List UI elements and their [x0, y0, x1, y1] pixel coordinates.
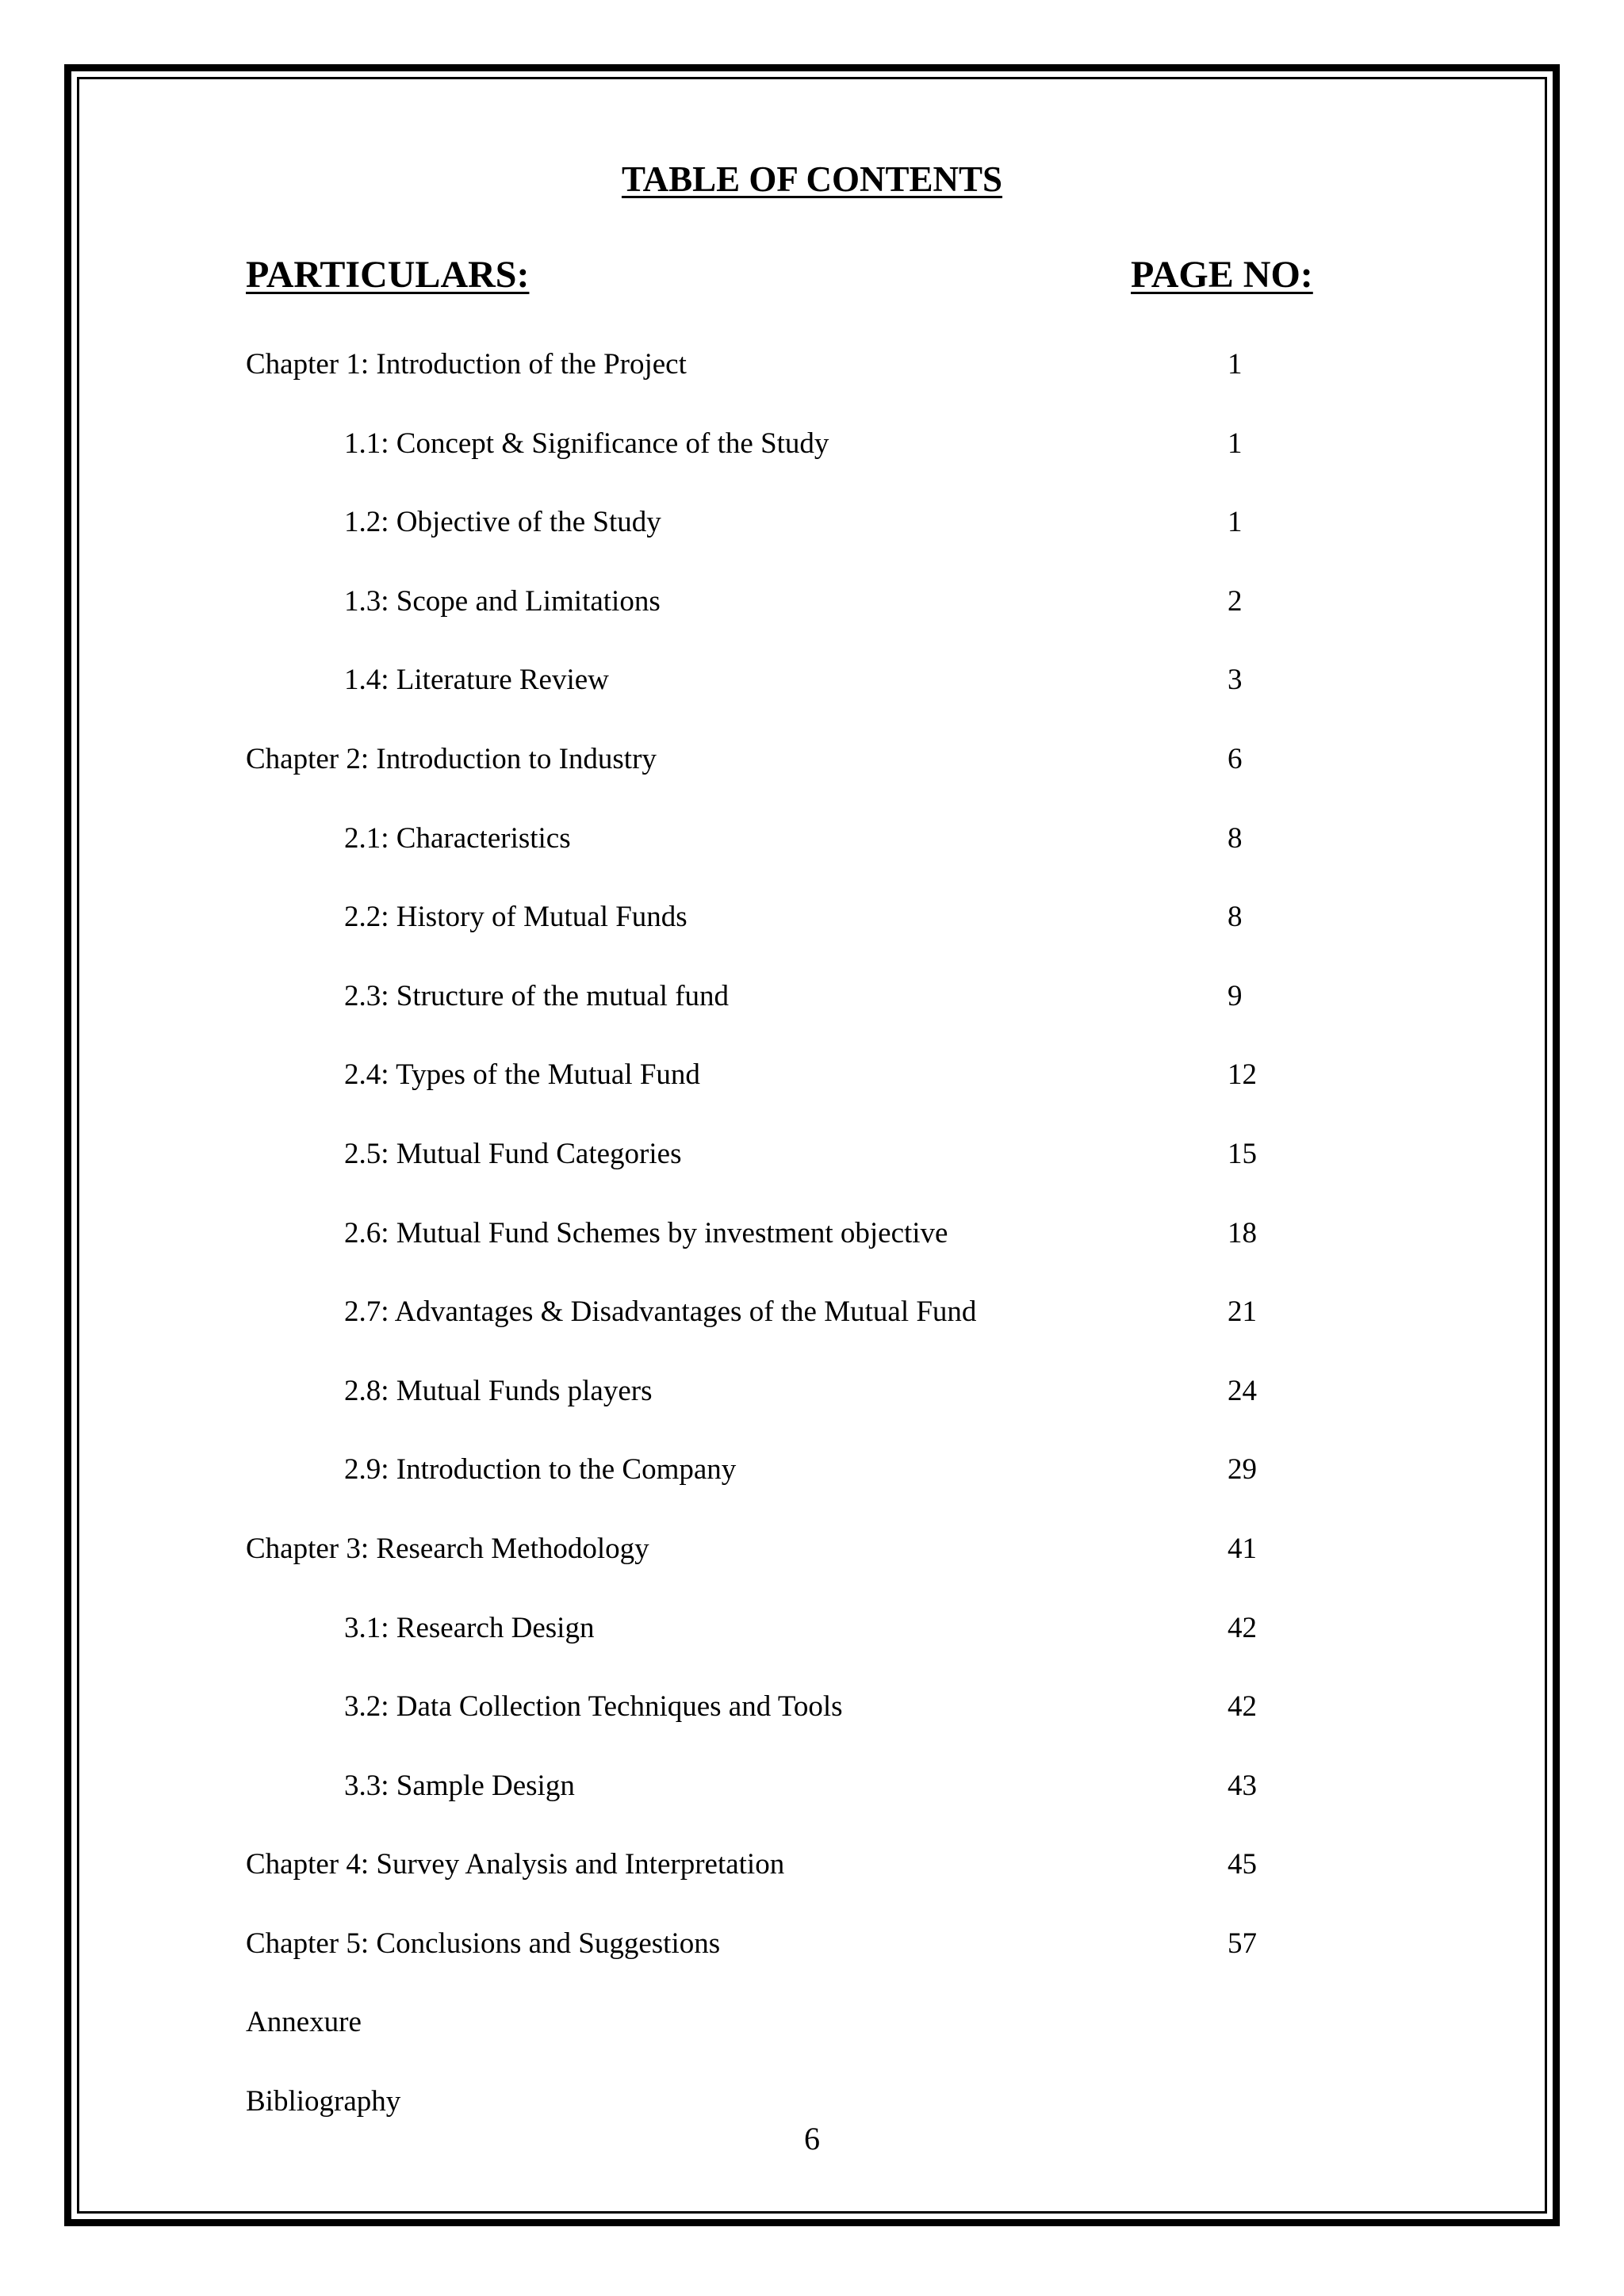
- toc-entry: [0, 1999, 1624, 2078]
- toc-entry-label: 2.6: Mutual Fund Schemes by investment objective: [344, 1216, 948, 1249]
- toc-entry: [0, 1683, 1624, 1762]
- toc-entry: [0, 1210, 1624, 1289]
- toc-entry-label: 2.9: Introduction to the Company: [344, 1453, 737, 1487]
- toc-entry-label: Chapter 2: Introduction to Industry: [246, 742, 657, 775]
- particulars-heading: PARTICULARS:: [246, 254, 530, 296]
- toc-entry: [0, 894, 1624, 973]
- toc-entry-page: 29: [1228, 1453, 1257, 1487]
- page-number: 6: [804, 2121, 820, 2156]
- toc-entry: [0, 341, 1624, 420]
- toc-entry: [0, 1525, 1624, 1605]
- toc-entry-label: 2.3: Structure of the mutual fund: [344, 979, 730, 1012]
- toc-entry: [0, 736, 1624, 815]
- toc-entry-page: 41: [1228, 1532, 1257, 1565]
- toc-entry-page: 1: [1228, 427, 1243, 460]
- toc-entry-label: 3.2: Data Collection Techniques and Tools: [344, 1690, 843, 1724]
- toc-entry-page: 42: [1228, 1611, 1257, 1644]
- toc-entry-label: 1.4: Literature Review: [344, 664, 609, 697]
- toc-entry-page: 12: [1228, 1058, 1257, 1092]
- toc-entry-page: 24: [1228, 1374, 1257, 1407]
- toc-entry-page: 43: [1228, 1769, 1257, 1802]
- toc-entry-label: 1.1: Concept & Significance of the Study: [344, 427, 829, 460]
- toc-entry-label: 3.3: Sample Design: [344, 1769, 575, 1802]
- toc-entry: [0, 656, 1624, 736]
- toc-entry: [0, 973, 1624, 1052]
- toc-entry-page: 9: [1228, 979, 1243, 1012]
- toc-entry-page: 42: [1228, 1690, 1257, 1724]
- toc-entry-label: Chapter 1: Introduction of the Project: [246, 348, 687, 381]
- toc-list: [0, 341, 1624, 2157]
- toc-entry: [0, 1368, 1624, 1447]
- toc-entry-page: 45: [1228, 1848, 1257, 1881]
- toc-entry-page: 15: [1228, 1137, 1257, 1170]
- toc-entry-label: 2.2: History of Mutual Funds: [344, 901, 688, 934]
- toc-entry-label: 2.7: Advantages & Disadvantages of the Mutual Fund: [344, 1295, 977, 1329]
- toc-entry-page: 8: [1228, 901, 1243, 934]
- toc-entry-label: Bibliography: [246, 2085, 401, 2118]
- toc-entry: [0, 499, 1624, 578]
- toc-entry-label: 3.1: Research Design: [344, 1611, 595, 1644]
- toc-entry-page: 1: [1228, 506, 1243, 539]
- toc-entry-label: Annexure: [246, 2006, 362, 2039]
- toc-entry-label: 2.1: Characteristics: [344, 821, 571, 855]
- toc-entry: [0, 1446, 1624, 1525]
- toc-entry-label: 1.2: Objective of the Study: [344, 506, 661, 539]
- toc-entry: [0, 1762, 1624, 1842]
- toc-entry: [0, 1605, 1624, 1684]
- toc-entry: [0, 1288, 1624, 1368]
- toc-entry-page: 6: [1228, 742, 1243, 775]
- document-title: TABLE OF CONTENTS: [621, 159, 1003, 199]
- toc-entry-page: 57: [1228, 1927, 1257, 1960]
- toc-entry-page: 18: [1228, 1216, 1257, 1249]
- toc-entry: [0, 1841, 1624, 1920]
- toc-entry-page: 1: [1228, 348, 1243, 381]
- toc-entry-page: 21: [1228, 1295, 1257, 1329]
- toc-entry-label: Chapter 5: Conclusions and Suggestions: [246, 1927, 721, 1960]
- page-no-heading: PAGE NO:: [1131, 254, 1313, 296]
- toc-entry: [0, 1920, 1624, 1999]
- toc-entry-page: 2: [1228, 584, 1243, 618]
- toc-entry-label: 2.5: Mutual Fund Categories: [344, 1137, 682, 1170]
- toc-entry: [0, 1131, 1624, 1210]
- toc-entry-label: Chapter 4: Survey Analysis and Interpretation: [246, 1848, 785, 1881]
- toc-entry-label: 2.4: Types of the Mutual Fund: [344, 1058, 700, 1092]
- toc-entry: [0, 1051, 1624, 1131]
- toc-entry-page: 8: [1228, 821, 1243, 855]
- toc-entry-label: Chapter 3: Research Methodology: [246, 1532, 649, 1565]
- toc-entry-page: 3: [1228, 664, 1243, 697]
- toc-entry: [0, 420, 1624, 499]
- toc-entry: [0, 815, 1624, 894]
- toc-entry-label: 1.3: Scope and Limitations: [344, 584, 661, 618]
- toc-entry-label: 2.8: Mutual Funds players: [344, 1374, 653, 1407]
- toc-entry: [0, 578, 1624, 657]
